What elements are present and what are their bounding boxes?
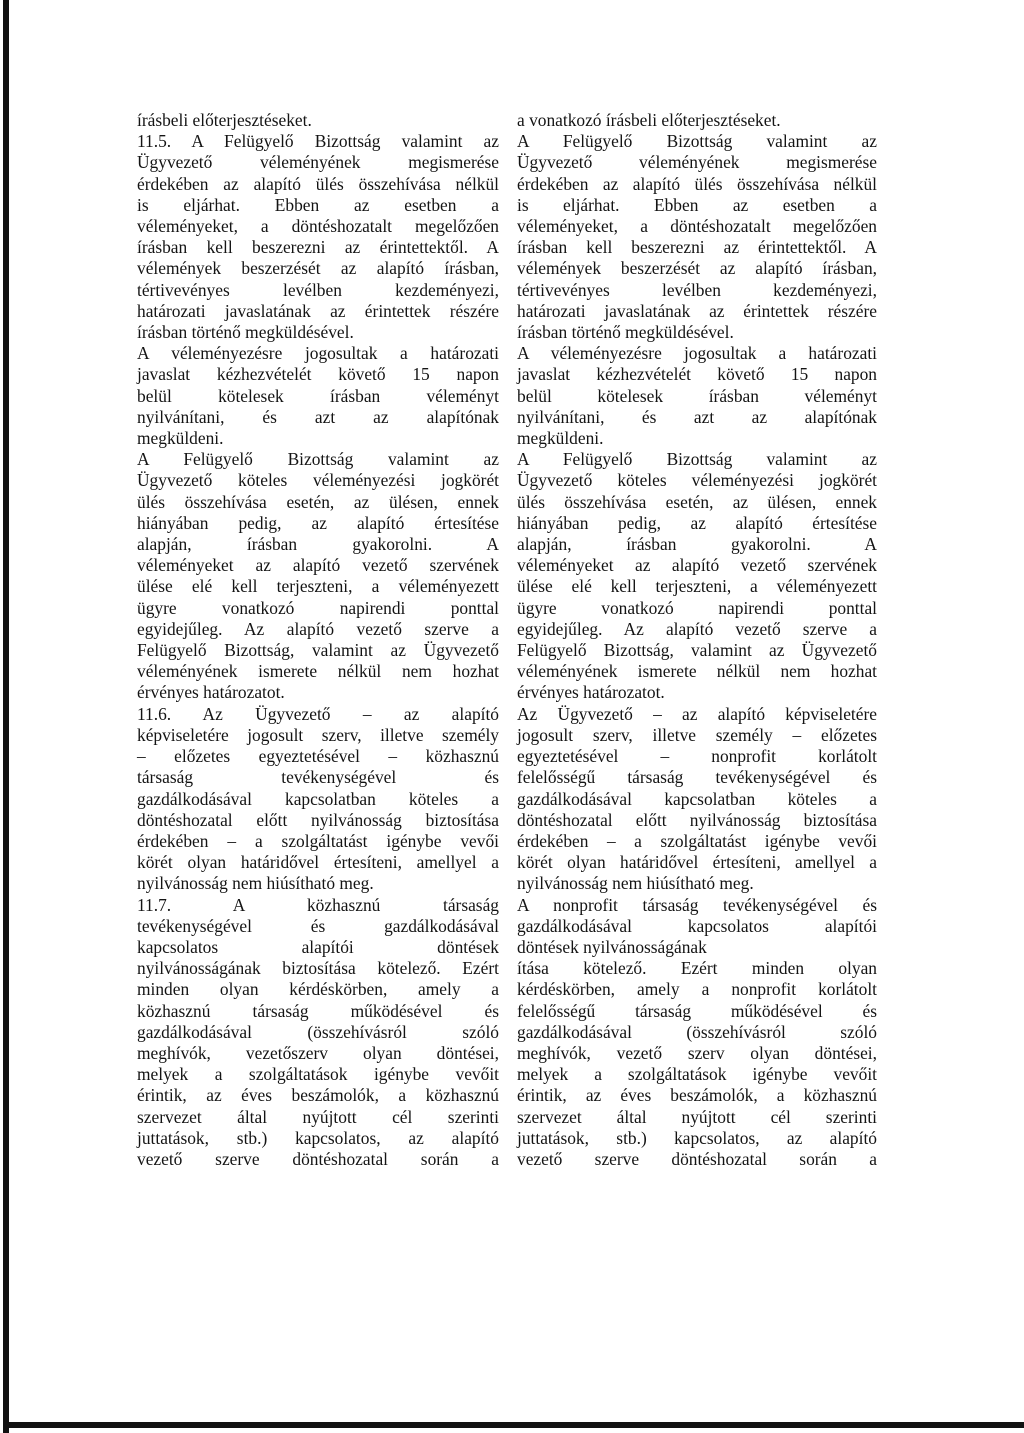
right-line-37: nyilvánosság nem hiúsítható meg. [517,873,754,894]
left-line-37: nyilvánosság nem hiúsítható meg. [137,873,374,894]
left-line-42: minden olyan kérdéskörben, amely a [137,979,499,1000]
left-line-43: közhasznú társaság működésével és [137,1000,499,1021]
left-line-45: meghívók, vezetőszerv olyan döntései, [137,1042,499,1063]
right-line-36: körét olyan határidővel értesíteni, amellyel a [517,852,877,873]
left-line-28: érvényes határozatot. [137,682,285,703]
right-line-1: a vonatkozó írásbeli előterjesztéseket. [517,110,781,130]
left-line-48: szervezet által nyújtott cél szerinti [137,1106,499,1127]
left-line-33: gazdálkodásával kapcsolatban köteles a [137,788,499,809]
left-line-22: véleményeket az alapító vezető szervének [137,555,499,576]
right-text-column [517,110,877,1170]
left-line-18: Ügyvezető köteles véleményezési jogkörét [137,470,499,491]
right-line-50: vezető szerve döntéshozatal során a [517,1148,877,1169]
left-line-36: körét olyan határidővel értesíteni, amellyel a [137,852,499,873]
right-line-18: Ügyvezető köteles véleményezési jogkörét [517,470,877,491]
left-line-40: kapcsolatos alapítói döntések [137,936,499,957]
left-line-39: tevékenységével és gazdálkodásával [137,915,499,936]
left-line-8: vélemények beszerzését az alapító írásban, [137,258,499,279]
right-line-3: Ügyvezető véleményének megismerése [517,152,877,173]
left-line-30: képviseletére jogosult szerv, illetve személy [137,724,499,745]
right-line-23: ülése elé kell terjeszteni, a véleményezett [517,576,877,597]
left-line-16: megküldeni. [137,428,224,449]
left-line-20: hiányában pedig, az alapító értesítése [137,512,499,533]
left-line-27: véleményének ismerete nélkül nem hozhat [137,661,499,682]
left-line-26: Felügyelő Bizottság, valamint az Ügyvezető [137,640,499,661]
left-line-29: 11.6. Az Ügyvezető – az alapító [137,703,499,724]
left-line-47: érintik, az éves beszámolók, a közhasznú [137,1085,499,1106]
left-line-31: – előzetes egyeztetésével – közhasznú [137,746,499,767]
right-line-15: nyilvánítani, és azt az alapítónak [517,406,877,427]
left-line-11: írásban történő megküldésével. [137,322,354,343]
right-line-7: írásban kell beszerezni az érintettektől. A [517,237,877,258]
left-line-49: juttatások, stb.) kapcsolatos, az alapító [137,1127,499,1148]
left-line-50: vezető szerve döntéshozatal során a [137,1148,499,1169]
left-line-15: nyilvánítani, és azt az alapítónak [137,406,499,427]
right-line-21: alapján, írásban gyakorolni. A [517,534,877,555]
right-line-6: véleményeket, a döntéshozatalt megelőzően [517,216,877,237]
right-line-31: egyeztetésével – nonprofit korlátolt [517,746,877,767]
right-line-28: érvényes határozatot. [517,682,665,703]
right-line-33: gazdálkodásával kapcsolatban köteles a [517,788,877,809]
left-line-6: véleményeket, a döntéshozatalt megelőzően [137,216,499,237]
right-line-39: gazdálkodásával kapcsolatos alapítói [517,915,877,936]
right-line-20: hiányában pedig, az alapító értesítése [517,512,877,533]
left-line-10: határozati javaslatának az érintettek részére [137,300,499,321]
left-line-21: alapján, írásban gyakorolni. A [137,534,499,555]
right-line-30: jogosult szerv, illetve személy – előzetes [517,724,877,745]
scan-left-border [3,0,9,1433]
scan-bottom-border [3,1422,1024,1428]
right-line-46: melyek a szolgáltatások igénybe vevőit [517,1064,877,1085]
right-line-35: érdekében – a szolgáltatást igénybe vevői [517,830,877,851]
right-line-32: felelősségű társaság tevékenységével és [517,767,877,788]
right-line-13: javaslat kézhezvételét követő 15 napon [517,364,877,385]
right-line-34: döntéshozatal előtt nyilvánosság biztosítása [517,809,877,830]
left-line-24: ügyre vonatkozó napirendi ponttal [137,597,499,618]
right-line-12: A véleményezésre jogosultak a határozati [517,343,877,364]
left-line-4: érdekében az alapító ülés összehívása nélkül [137,173,499,194]
left-line-7: írásban kell beszerezni az érintettektől. A [137,237,499,258]
right-line-17: A Felügyelő Bizottság valamint az [517,449,877,470]
right-line-38: A nonprofit társaság tevékenységével és [517,894,877,915]
right-line-22: véleményeket az alapító vezető szervének [517,555,877,576]
right-line-25: egyidejűleg. Az alapító vezető szerve a [517,618,877,639]
right-line-5: is eljárhat. Ebben az esetben a [517,194,877,215]
right-line-27: véleményének ismerete nélkül nem hozhat [517,661,877,682]
left-line-1: írásbeli előterjesztéseket. [137,110,312,130]
left-line-41: nyilvánosságának biztosítása kötelező. Ezért [137,958,499,979]
left-line-5: is eljárhat. Ebben az esetben a [137,194,499,215]
left-line-13: javaslat kézhezvételét követő 15 napon [137,364,499,385]
left-line-38: 11.7. A közhasznú társaság [137,894,499,915]
right-line-19: ülés összehívása esetén, az ülésen, ennek [517,491,877,512]
left-line-12: A véleményezésre jogosultak a határozati [137,343,499,364]
right-line-47: érintik, az éves beszámolók, a közhasznú [517,1085,877,1106]
right-line-9: tértivevényes levélben kezdeményezi, [517,279,877,300]
left-line-25: egyidejűleg. Az alapító vezető szerve a [137,618,499,639]
right-line-49: juttatások, stb.) kapcsolatos, az alapító [517,1127,877,1148]
right-line-45: meghívók, vezető szerv olyan döntései, [517,1042,877,1063]
right-line-11: írásban történő megküldésével. [517,322,734,343]
right-line-43: felelősségű társaság működésével és [517,1000,877,1021]
left-line-17: A Felügyelő Bizottság valamint az [137,449,499,470]
right-line-44: gazdálkodásával (összehívásról szóló [517,1021,877,1042]
left-line-3: Ügyvezető véleményének megismerése [137,152,499,173]
right-line-42: kérdéskörben, amely a nonprofit korlátolt [517,979,877,1000]
left-line-2: 11.5. A Felügyelő Bizottság valamint az [137,131,499,152]
right-line-26: Felügyelő Bizottság, valamint az Ügyvezető [517,640,877,661]
right-line-41: ítása kötelező. Ezért minden olyan [517,958,877,979]
right-line-14: belül kötelesek írásban véleményt [517,385,877,406]
right-line-4: érdekében az alapító ülés összehívása nélkül [517,173,877,194]
right-line-16: megküldeni. [517,428,604,449]
left-line-14: belül kötelesek írásban véleményt [137,385,499,406]
right-line-10: határozati javaslatának az érintettek részére [517,300,877,321]
left-text-column [137,110,499,1170]
right-line-2: A Felügyelő Bizottság valamint az [517,131,877,152]
right-line-48: szervezet által nyújtott cél szerinti [517,1106,877,1127]
right-line-29: Az Ügyvezető – az alapító képviseletére [517,703,877,724]
right-line-24: ügyre vonatkozó napirendi ponttal [517,597,877,618]
left-line-35: érdekében – a szolgáltatást igénybe vevői [137,830,499,851]
left-line-9: tértivevényes levélben kezdeményezi, [137,279,499,300]
left-line-32: társaság tevékenységével és [137,767,499,788]
left-line-46: melyek a szolgáltatások igénybe vevőit [137,1064,499,1085]
left-line-19: ülés összehívása esetén, az ülésen, ennek [137,491,499,512]
left-line-34: döntéshozatal előtt nyilvánosság biztosítása [137,809,499,830]
left-line-44: gazdálkodásával (összehívásról szóló [137,1021,499,1042]
left-line-23: ülése elé kell terjeszteni, a véleményezett [137,576,499,597]
right-line-8: vélemények beszerzését az alapító írásban, [517,258,877,279]
right-line-40: döntések nyilvánosságának [517,936,707,957]
